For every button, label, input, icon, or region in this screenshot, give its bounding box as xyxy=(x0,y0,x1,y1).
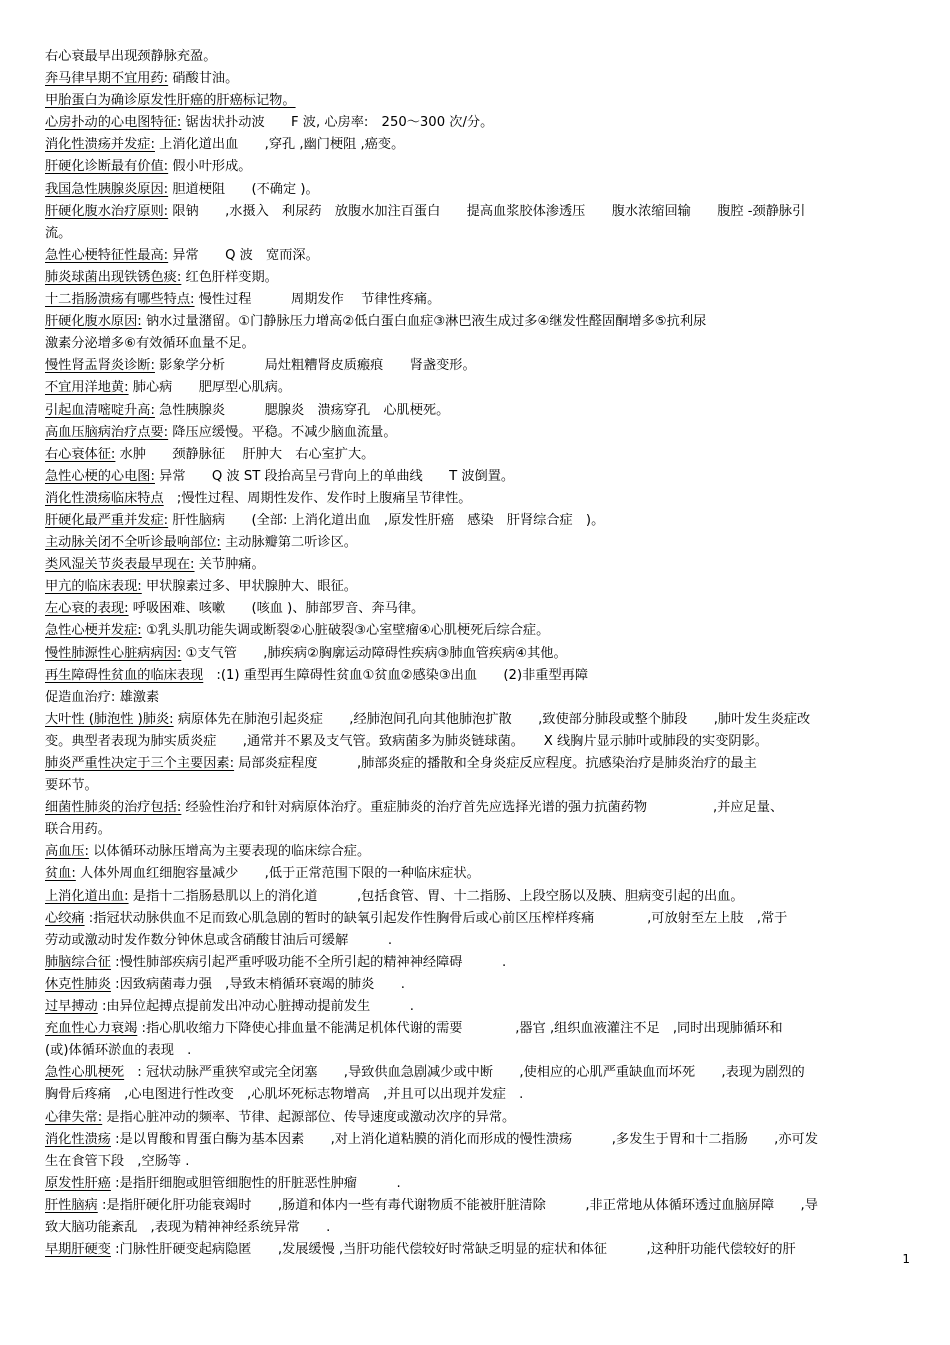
line-text: 以体循环动脉压增高为主要表现的临床综合症。 xyxy=(89,844,371,860)
underlined-term: 原发性肝癌 xyxy=(45,1175,111,1191)
text-line xyxy=(45,709,905,731)
text-line xyxy=(45,665,905,687)
line-text: 主动脉瓣第二听诊区。 xyxy=(220,535,357,551)
underlined-term: 肺炎球菌出现铁锈色痰: xyxy=(45,269,182,285)
underlined-term: 急性心梗特征性最高: xyxy=(45,247,169,263)
text-line xyxy=(45,156,905,178)
line-text: :由异位起搏点提前发出冲动心脏搏动提前发生 . xyxy=(97,999,414,1015)
line-text: :慢性肺部疾病引起严重呼吸功能不全所引起的精神神经障碍 . xyxy=(110,954,507,970)
text-line xyxy=(45,179,905,201)
text-line xyxy=(45,46,905,68)
line-text: 降压应缓慢。平稳。不减少脑血流量。 xyxy=(168,424,397,440)
text-line xyxy=(45,996,905,1018)
underlined-term: 消化性溃疡并发症: xyxy=(45,137,155,153)
line-text: :是以胃酸和胃蛋白酶为基本因素 ,对上消化道粘膜的消化而形成的慢性溃疡 ,多发生于胃和十二指肠 ,亦可发 xyxy=(110,1131,818,1147)
line-text: 激素分泌增多⑥有效循环血量不足。 xyxy=(45,336,255,352)
text-line xyxy=(45,1062,905,1084)
underlined-term: 休克性肺炎 xyxy=(45,976,111,992)
text-line xyxy=(45,863,905,885)
line-text: 甲状腺素过多、甲状腺肿大、眼征。 xyxy=(141,579,357,595)
text-line xyxy=(45,333,905,355)
underlined-term: 我国急性胰腺炎原因: xyxy=(45,181,169,197)
underlined-term: 过早搏动 xyxy=(45,999,98,1015)
underlined-term: 肺炎严重性决定于三个主要因素: xyxy=(45,756,235,771)
underlined-term: 急性心梗并发症: xyxy=(45,623,142,639)
line-text: 联合用药。 xyxy=(45,822,111,838)
underlined-term: 心律失常: xyxy=(45,1109,103,1125)
text-line xyxy=(45,1040,905,1062)
text-line xyxy=(45,90,905,112)
text-line xyxy=(45,886,905,908)
text-line xyxy=(45,576,905,598)
line-text: 生在食管下段 ,空肠等 . xyxy=(45,1153,190,1169)
line-text: 致大脑功能紊乱 ,表现为精神神经系统异常 . xyxy=(45,1219,331,1235)
line-text: 异常 Q 波 宽而深。 xyxy=(168,247,319,263)
text-line xyxy=(45,488,905,510)
underlined-term: 细菌性肺炎的治疗包括: xyxy=(45,800,182,816)
text-line xyxy=(45,1239,905,1261)
text-line xyxy=(45,289,905,311)
text-line xyxy=(45,68,905,90)
underlined-term: 心绞痛 xyxy=(45,910,85,926)
line-text: 劳动或激动时发作数分钟休息或含硝酸甘油后可缓解 . xyxy=(45,932,393,948)
text-line xyxy=(45,355,905,377)
underlined-term: 肝性脑病 xyxy=(45,1197,98,1213)
text-line xyxy=(45,223,905,245)
line-text: 病原体先在肺泡引起炎症 ,经肺泡间孔向其他肺泡扩散 ,致使部分肺段或整个肺段 ,肺叶发生炎症改 xyxy=(173,711,811,727)
line-text: 水肿 颈静脉征 肝肿大 右心室扩大。 xyxy=(115,446,375,462)
line-text: :是指肝硬化肝功能衰竭时 ,肠道和体内一些有毒代谢物质不能被肝脏清除 ,非正常地从体循环透过血脑屏障 ,导 xyxy=(97,1197,818,1213)
text-line xyxy=(45,687,905,709)
underlined-term: 十二指肠溃疡有哪些特点: xyxy=(45,292,195,308)
underlined-term: 奔马律早期不宜用药: xyxy=(45,71,169,87)
underlined-term: 肝硬化诊断最有价值: xyxy=(45,159,169,175)
underlined-term: 消化性溃疡 xyxy=(45,1131,111,1147)
line-text: 要环节。 xyxy=(45,778,98,794)
text-line xyxy=(45,377,905,399)
line-text: 关节肿痛。 xyxy=(194,557,265,573)
text-line xyxy=(45,400,905,422)
text-line xyxy=(45,466,905,488)
line-text: 变。典型者表现为肺实质炎症 ,通常并不累及支气管。致病菌多为肺炎链球菌。 X 线胸片显示肺叶或肺段的实变阴影。 xyxy=(45,733,768,749)
underlined-term: 甲亢的临床表现: xyxy=(45,579,142,595)
line-text: 促造血治疗: 雄激素 xyxy=(45,689,160,705)
line-text: 硝酸甘油。 xyxy=(168,71,239,87)
line-text: : 冠状动脉严重狭窄或完全闭塞 ,导致供血急剧减少或中断 ,使相应的心肌严重缺血而坏死 ,表现为剧烈的 xyxy=(124,1065,805,1081)
line-text: :门脉性肝硬变起病隐匿 ,发展缓慢 ,当肝功能代偿较好时常缺乏明显的症状和体征 ,这种肝功能代偿较好的肝 xyxy=(110,1242,796,1258)
underlined-term: 主动脉关闭不全听诊最响部位: xyxy=(45,535,221,551)
underlined-term: 充血性心力衰竭 xyxy=(45,1021,138,1037)
line-text: ①支气管 ,肺疾病②胸廓运动障碍性疾病③肺血管疾病④其他。 xyxy=(181,645,567,661)
text-line xyxy=(45,797,905,819)
underlined-term: 早期肝硬变 xyxy=(45,1242,111,1258)
text-line xyxy=(45,1129,905,1151)
line-text: (或)体循环淤血的表现 . xyxy=(45,1043,192,1059)
text-line xyxy=(45,422,905,444)
underlined-term: 急性心肌梗死 xyxy=(45,1065,125,1081)
text-line xyxy=(45,510,905,532)
underlined-term: 上消化道出血: xyxy=(45,888,129,904)
text-line xyxy=(45,267,905,289)
line-text: 上消化道出血 ,穿孔 ,幽门梗阻 ,癌变。 xyxy=(154,137,405,153)
underlined-term: 慢性肺源性心脏病病因: xyxy=(45,645,182,661)
document-body xyxy=(45,46,905,1261)
line-text: 肺心病 肥厚型心肌病。 xyxy=(128,380,292,396)
underlined-term: 肺脑综合征 xyxy=(45,954,111,970)
text-line xyxy=(45,753,905,775)
text-line xyxy=(45,1173,905,1195)
text-line xyxy=(45,311,905,333)
text-line xyxy=(45,134,905,156)
underlined-term: 贫血: xyxy=(45,866,76,882)
text-line xyxy=(45,1107,905,1129)
underlined-term: 慢性肾盂肾炎诊断: xyxy=(45,358,155,374)
page-number: 1 xyxy=(902,1252,910,1266)
underlined-term: 高血压脑病治疗点要: xyxy=(45,424,169,440)
line-text: 是指心脏冲动的频率、节律、起源部位、传导速度或激动次序的异常。 xyxy=(102,1109,516,1125)
text-line xyxy=(45,532,905,554)
underlined-term: 消化性溃疡临床特点 xyxy=(45,490,164,506)
line-text: 呼吸困难、咳嗽 (咳血 )、肺部罗音、奔马律。 xyxy=(128,601,425,617)
text-line xyxy=(45,731,905,753)
line-text: 是指十二指肠悬肌以上的消化道 ,包括食管、胃、十二指肠、上段空肠以及胰、胆病变引起的出血。 xyxy=(128,888,744,904)
line-text: 假小叶形成。 xyxy=(168,159,252,175)
text-line xyxy=(45,643,905,665)
underlined-term: 不宜用洋地黄: xyxy=(45,380,129,396)
text-line xyxy=(45,112,905,134)
underlined-term: 右心衰体征: xyxy=(45,446,116,462)
underlined-term: 心房扑动的心电图特征: xyxy=(45,115,182,131)
line-text: :指心肌收缩力下降使心排血量不能满足机体代谢的需要 ,器官 ,组织血液灌注不足 ,同时出现肺循环和 xyxy=(137,1021,783,1037)
line-text: 流。 xyxy=(45,225,72,241)
text-line xyxy=(45,201,905,223)
line-text: :(1) 重型再生障碍性贫血①贫血②感染③出血 (2)非重型再障 xyxy=(203,667,589,683)
line-text: 锯齿状扑动波 F 波, 心房率: 250～300 次/分。 xyxy=(181,115,494,131)
underlined-term: 肝硬化最严重并发症: xyxy=(45,512,169,528)
line-text: 肝性脑病 (全部: 上消化道出血 ,原发性肝癌 感染 肝肾综合症 )。 xyxy=(168,512,605,528)
text-line xyxy=(45,1195,905,1217)
text-line xyxy=(45,1084,905,1106)
underlined-term: 甲胎蛋白为确诊原发性肝癌的肝癌标记物。 xyxy=(45,93,296,109)
line-text: ;慢性过程、周期性发作、发作时上腹痛呈节律性。 xyxy=(163,490,472,506)
underlined-term: 高血压: xyxy=(45,844,90,860)
line-text: 局部炎症程度 ,肺部炎症的播散和全身炎症反应程度。抗感染治疗是肺炎治疗的最主 xyxy=(234,756,757,771)
underlined-term: 大叶性 (肺泡性 )肺炎: xyxy=(45,711,174,727)
line-text: :指冠状动脉供血不足而致心肌急剧的暂时的缺氧引起发作性胸骨后或心前区压榨样疼痛 ,可放射至左上肢 ,常于 xyxy=(84,910,788,926)
line-text: 急性胰腺炎 腮腺炎 溃疡穿孔 心肌梗死。 xyxy=(154,402,450,418)
text-line xyxy=(45,819,905,841)
line-text: 红色肝样变期。 xyxy=(181,269,278,285)
line-text: 限钠 ,水摄入 利尿药 放腹水加注百蛋白 提高血浆胶体渗透压 腹水浓缩回输 腹腔 -颈静脉引 xyxy=(168,203,806,219)
text-line xyxy=(45,598,905,620)
line-text: 右心衰最早出现颈静脉充盈。 xyxy=(45,49,217,64)
line-text: 经验性治疗和针对病原体治疗。重症肺炎的治疗首先应选择光谱的强力抗菌药物 ,并应足量、 xyxy=(181,800,784,816)
line-text: 胆道梗阻 (不确定 )。 xyxy=(168,181,319,197)
underlined-term: 引起血清嘧啶升高: xyxy=(45,402,155,418)
text-line xyxy=(45,620,905,642)
line-text: 异常 Q 波 ST 段抬高呈弓背向上的单曲线 T 波倒置。 xyxy=(154,468,515,484)
underlined-term: 类风湿关节炎表最早现在: xyxy=(45,557,195,573)
underlined-term: 再生障碍性贫血的临床表现 xyxy=(45,667,204,683)
text-line xyxy=(45,952,905,974)
text-line xyxy=(45,245,905,267)
line-text: 慢性过程 周期发作 节律性疼痛。 xyxy=(194,292,441,308)
text-line xyxy=(45,1151,905,1173)
text-line xyxy=(45,1018,905,1040)
line-text: 影象学分析 局灶粗糟肾皮质瘢痕 肾盏变形。 xyxy=(154,358,476,374)
text-line xyxy=(45,841,905,863)
line-text: 胸骨后疼痛 ,心电图进行性改变 ,心肌坏死标志物增高 ,并且可以出现并发症 . xyxy=(45,1087,524,1103)
line-text: 人体外周血红细胞容量减少 ,低于正常范围下限的一种临床症状。 xyxy=(75,866,480,882)
text-line xyxy=(45,554,905,576)
line-text: :是指肝细胞或胆管细胞性的肝脏恶性肿瘤 . xyxy=(110,1175,401,1191)
text-line xyxy=(45,930,905,952)
text-line xyxy=(45,974,905,996)
underlined-term: 左心衰的表现: xyxy=(45,601,129,617)
text-line xyxy=(45,1217,905,1239)
underlined-term: 肝硬化腹水治疗原则: xyxy=(45,203,169,219)
text-line xyxy=(45,908,905,930)
underlined-term: 肝硬化腹水原因: xyxy=(45,314,142,330)
line-text: ①乳头肌功能失调或断裂②心脏破裂③心室壁瘤④心肌梗死后综合症。 xyxy=(141,623,550,639)
underlined-term: 急性心梗的心电图: xyxy=(45,468,155,484)
text-line xyxy=(45,775,905,797)
line-text: 钠水过量潴留。①门静脉压力增高②低白蛋白血症③淋巴液生成过多④继发性醛固酮增多⑤抗利尿 xyxy=(141,314,707,330)
text-line xyxy=(45,444,905,466)
line-text: :因致病菌毒力强 ,导致末梢循环衰竭的肺炎 . xyxy=(110,976,405,992)
